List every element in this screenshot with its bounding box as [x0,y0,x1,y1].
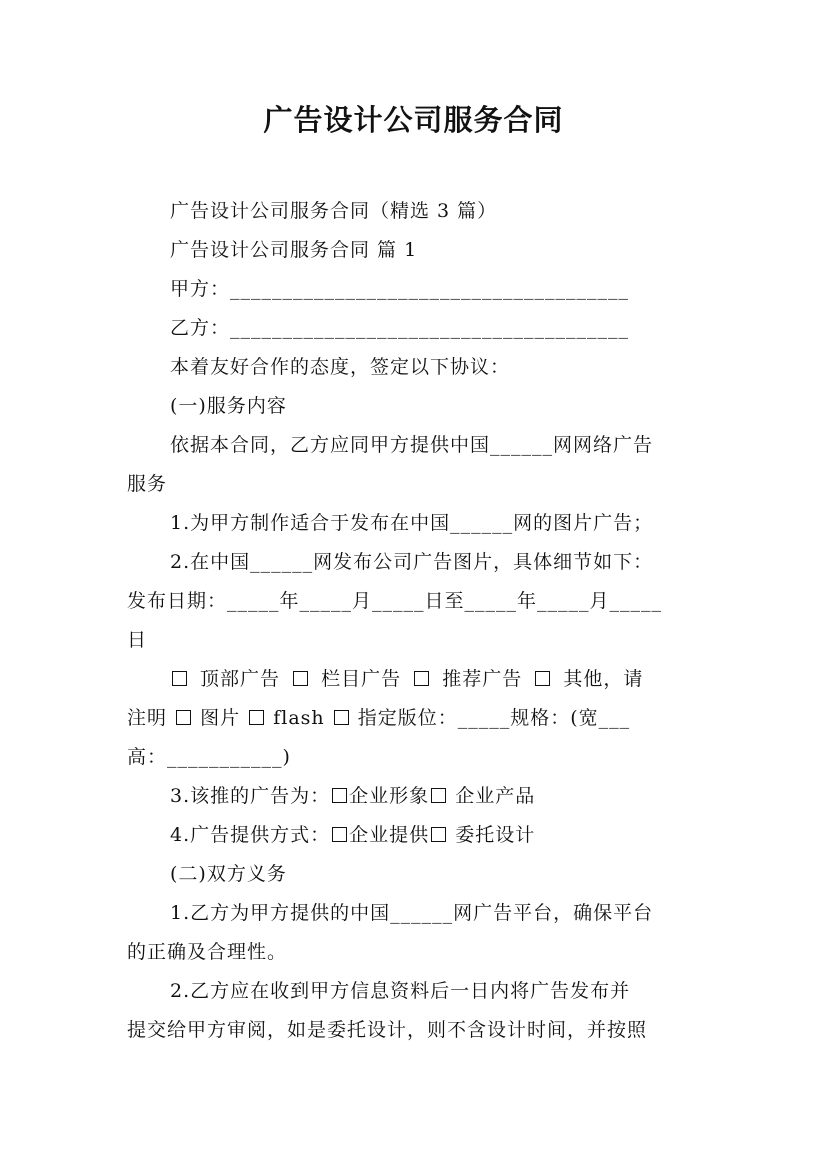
checkbox-recommended-ad[interactable] [414,671,429,686]
checkbox-company-provided[interactable] [332,827,347,842]
placement-size-line: 高：___________) [127,746,291,768]
document-title: 广告设计公司服务合同 [263,103,564,137]
item-3-label: 3.该推的广告为： [170,785,331,807]
option-corporate-product-label: 企业产品 [455,785,536,807]
item-1: 1.为甲方制作适合于发布在中国______网的图片广告； [170,512,654,534]
placement-options-line-1 [170,666,643,692]
duty-1-line-2: 的正确及合理性。 [127,941,288,963]
option-corporate-image-label: 企业形象 [349,785,430,807]
item-4-label: 4.广告提供方式： [170,824,331,846]
section-heading: 广告设计公司服务合同 篇 1 [170,239,418,261]
publish-date-end: 日 [127,629,148,651]
checkbox-top-ad[interactable] [172,671,187,686]
option-image-label: 图片 [200,707,241,729]
option-recommended-ad-label: 推荐广告 [442,668,523,690]
publish-date-line: 发布日期：_____年_____月_____日至_____年_____月_____ [127,590,663,612]
subtitle: 广告设计公司服务合同（精选 3 篇） [170,200,498,222]
option-note-label: 注明 [127,707,168,729]
paragraph-1-line-2: 服务 [127,473,168,495]
checkbox-column-ad[interactable] [293,671,308,686]
option-top-ad-label: 顶部广告 [200,668,281,690]
heading-service-content: (一)服务内容 [170,395,287,417]
party-a-line: 甲方：______________________________________ [170,278,630,300]
option-column-ad-label: 栏目广告 [321,668,402,690]
checkbox-designated-position[interactable] [334,710,349,725]
checkbox-commissioned-design[interactable] [431,827,446,842]
duty-2-line-1: 2.乙方应在收到甲方信息资料后一日内将广告发布并 [170,980,631,1002]
item-2-line-1: 2.在中国______网发布公司广告图片，具体细节如下： [170,551,654,573]
item-3 [170,783,535,809]
option-designated-position-label: 指定版位：_____规格：(宽___ [357,707,631,729]
paragraph-1-line-1: 依据本合同，乙方应同甲方提供中国______网网络广告 [170,434,654,456]
duty-1-line-1: 1.乙方为甲方提供的中国______网广告平台，确保平台 [170,902,654,924]
placement-options-line-2 [127,705,630,731]
option-other-label: 其他，请 [563,668,644,690]
option-commissioned-design-label: 委托设计 [455,824,536,846]
checkbox-corporate-product[interactable] [431,788,446,803]
party-b-line: 乙方：______________________________________ [170,317,630,339]
checkbox-corporate-image[interactable] [332,788,347,803]
intro-text: 本着友好合作的态度，签定以下协议： [170,356,511,378]
item-4 [170,822,535,848]
checkbox-other[interactable] [535,671,550,686]
checkbox-flash[interactable] [249,710,264,725]
duty-2-line-2: 提交给甲方审阅，如是委托设计，则不含设计时间，并按照 [127,1019,648,1041]
checkbox-image[interactable] [176,710,191,725]
heading-obligations: (二)双方义务 [170,863,287,885]
option-company-provided-label: 企业提供 [349,824,430,846]
option-flash-label: flash [273,707,325,729]
